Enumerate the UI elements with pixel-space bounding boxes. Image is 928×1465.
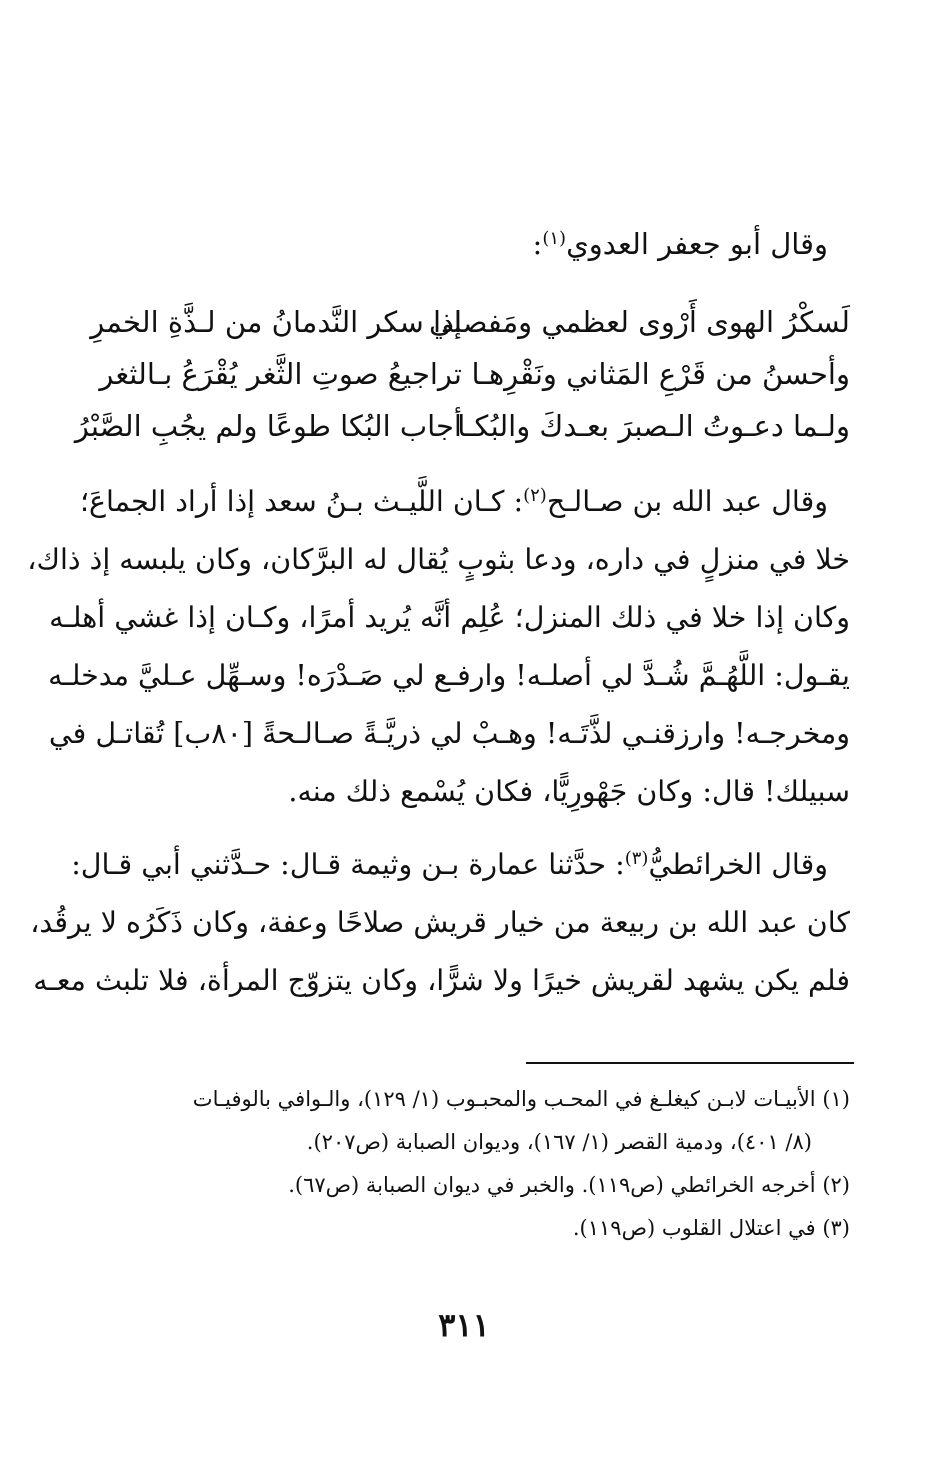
footnote-1: (١) الأبيـات لابـن كيغلـغ في المحـب والمحبـوب (١/ ١٢٩)، والـوافي بالوفيـات	[192, 1087, 850, 1111]
paragraph-line	[72, 836, 850, 894]
paragraph-line: ومخرجـه! وارزقنـي لذَّتَـه! وهـبْ لي ذريَّـةً صـالـحةً [٨٠ب] تُقاتـل في	[48, 717, 850, 750]
footnotes	[72, 1078, 850, 1250]
paragraph-line	[72, 473, 850, 531]
footnote-2: (٢) أخرجه الخرائطي (ص١١٩). والخبر في ديوان الصبابة (ص٦٧).	[288, 1173, 850, 1197]
footnote-separator	[526, 1062, 854, 1064]
verse-first-hemistich: وأحسنُ من قَرْعِ المَثاني ونَقْرِهـا	[471, 357, 850, 391]
paragraph-line: فلم يكن يشهد لقريش خيرًا ولا شرًّا، وكان يتزوّج المرأة، فلا تلبث معـه	[33, 964, 850, 997]
verse-second-hemistich: أجاب البُكا طوعًا ولم يجُبِ الصَّبْرُ	[74, 409, 462, 443]
verse-second-hemistich: تراجيعُ صوتِ الثَّغر يُقْرَعُ بـالثغر	[99, 357, 462, 391]
paragraph-line: وكان إذا خلا في ذلك المنزل؛ عُلِم أنَّه يُريد أمرًا، وكـان إذا غشي أهلـه	[49, 601, 850, 634]
paragraph-line-rest: : حدَّثنا عمارة بـن وثيمة قـال: حـدَّثني أبي قـال:	[71, 848, 625, 881]
paragraph-kharaiti	[30, 836, 850, 1010]
paragraph-line: خلا في منزلٍ في داره، ودعا بثوبٍ يُقال له البرَّكان، وكان يلبسه إذ ذاك،	[27, 543, 850, 576]
poem-verse	[72, 400, 850, 452]
page-number: ٣١١	[438, 1306, 490, 1344]
footnote-ref-1: (١)	[542, 228, 567, 249]
footnote-3: (٣) في اعتلال القلوب (ص١١٩).	[572, 1216, 850, 1240]
paragraph-line: يقـول: اللَّهُـمَّ شُـدَّ لي أصلـه! وارفـع لي صَـدْرَه! وسـهِّل عـليَّ مدخلـه	[48, 659, 850, 692]
intro-text: وقال أبو جعفر العدوي	[566, 227, 828, 261]
footnote-ref-3: (٣)	[624, 848, 649, 869]
paragraph-line: سبيلك! قال: وكان جَهْورِيًّا، فكان يُسْمع ذلك منه.	[288, 775, 850, 808]
intro-colon: :	[532, 227, 543, 261]
poem-verse	[72, 296, 850, 348]
paragraph-lead: وقال الخرائطيُّ	[648, 848, 828, 881]
paragraph-line: كان عبد الله بن ربيعة من خيار قريش صلاحًا وعفة، وكان ذَكَرُه لا يرقُد،	[30, 906, 850, 939]
paragraph-line-rest: : كـان اللَّيـث بـنُ سعد إذا أراد الجماعَ؛	[79, 485, 524, 518]
paragraph-layth	[27, 473, 850, 821]
verse-first-hemistich: ولـما دعـوتُ الـصبرَ بعـدكَ والبُكـا	[457, 409, 850, 443]
poem	[72, 296, 850, 452]
paragraph-lead: وقال عبد الله بن صـالـح	[546, 485, 828, 518]
footnote-1-continuation: (٨/ ٤٠١)، ودمية القصر (١/ ١٦٧)، وديوان الصبابة (ص٢٠٧).	[306, 1130, 812, 1154]
poem-verse	[72, 348, 850, 400]
verse-first-hemistich: لَسكْرُ الهوى أَرْوى لعظمي ومَفصلي	[429, 305, 850, 339]
verse-second-hemistich: إذا سكر النَّدمانُ من لـذَّةِ الخمرِ	[90, 305, 462, 339]
poem-introduction	[50, 222, 828, 266]
footnote-ref-2: (٢)	[523, 485, 547, 506]
